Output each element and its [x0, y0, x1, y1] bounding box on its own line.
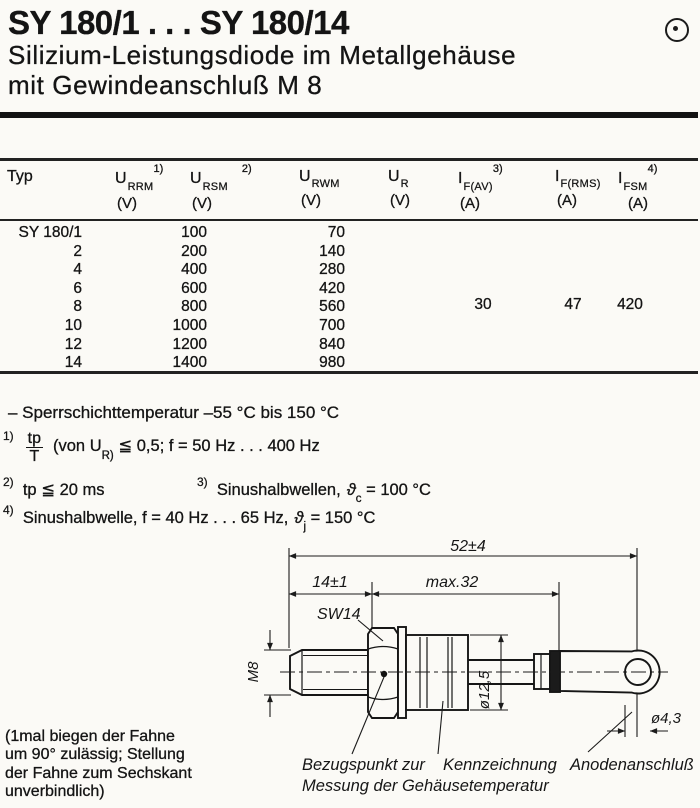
flag-bending-note: (1mal biegen der Fahne um 90° zulässig; Stellung der Fahne zum Sechskant unverbindlich) — [5, 728, 192, 801]
thread-size-label: M8 — [245, 661, 262, 683]
dia-body-label: ø12,5 — [476, 670, 493, 710]
table-row: 8 800 560 — [73, 298, 345, 316]
subtitle-line2: mit Gewindeanschluß M 8 — [8, 70, 323, 100]
ref-point-label-line1: Bezugspunkt zur — [302, 756, 425, 774]
junction-temp-note: – Sperrschichttemperatur –55 °C bis 150 °C — [8, 403, 340, 422]
dim-thread-length: 14±1 — [312, 574, 348, 591]
footnote-2: $^{2)}$ tp ≦ 20 ms — [3, 475, 105, 499]
table-row: 2 200 140 — [73, 242, 345, 260]
table-bottom-rule — [0, 371, 698, 374]
footnote-3: $^{3)}$ Sinushalbwellen, $ϑ_c = 100$ °C — [197, 475, 431, 506]
ref-point-label-line2: Messung der Gehäusetemperatur — [302, 777, 549, 795]
table-row: 10 1000 700 — [64, 316, 345, 334]
table-row: 12 1200 840 — [64, 335, 345, 353]
col-header-ifsm: $I_{FSM}^{4)}$ (A) — [618, 163, 658, 212]
col-header-typ: Typ — [7, 168, 33, 185]
table-top-rule — [0, 158, 698, 161]
wrench-size-label: SW14 — [317, 606, 361, 623]
col-header-ifav: $I_{F(AV)}^{3)}$ (A) — [458, 163, 503, 212]
subtitle-line1: Silizium-Leistungsdiode im Metallgehäuse — [8, 40, 517, 70]
table-header-rule — [0, 219, 698, 221]
outline-drawing — [0, 535, 700, 808]
footnote-1-marker: 1) — [3, 429, 14, 443]
col-header-urrm: $U_{RRM}^{1)}$ (V) — [115, 163, 164, 212]
col-header-ur: $U_R$ (V) — [388, 168, 410, 210]
value-ifsm: 420 — [617, 296, 643, 313]
table-row: 6 600 420 — [73, 279, 345, 297]
value-if-rms: 47 — [564, 296, 582, 313]
table-row: 14 1400 980 — [64, 354, 345, 372]
footnote-1 — [3, 431, 320, 464]
table-row: 4 400 280 — [73, 261, 345, 279]
col-header-ursm: $U_{RSM}^{2)}$ (V) — [190, 163, 252, 212]
footnote-4: $^{4)}$ Sinushalbwelle, f = 40 Hz . . . 65 Hz, $ϑ_j = 150$ °C — [3, 503, 376, 534]
col-header-urwm: $U_{RWM}$ (V) — [299, 168, 340, 210]
page-title: SY 180/1 . . . SY 180/14 — [8, 4, 349, 41]
dia-hole-label: ø4,3 — [650, 710, 682, 727]
anode-label: Anodenanschluß — [570, 756, 694, 774]
tp-over-t-fraction: $\frac{tp}{T}$ — [27, 430, 42, 465]
table-body — [0, 224, 700, 373]
header-rule — [0, 112, 698, 118]
dim-body-length: max.32 — [425, 574, 479, 591]
table-row: SY 180/1 100 70 — [18, 224, 345, 241]
page-subtitle — [8, 40, 516, 100]
dim-total-length: 52±4 — [450, 538, 486, 555]
marking-label: Kennzeichnung — [443, 756, 557, 774]
circled-dot-icon — [665, 18, 689, 42]
col-header-ifrms: $I_{F(RMS)}$ (A) — [555, 168, 601, 210]
value-if-av: 30 — [474, 296, 492, 313]
footnote-1-text: (von $U_{R)}$ ≦ 0,5; f = 50 Hz . . . 400 Hz — [53, 437, 320, 462]
